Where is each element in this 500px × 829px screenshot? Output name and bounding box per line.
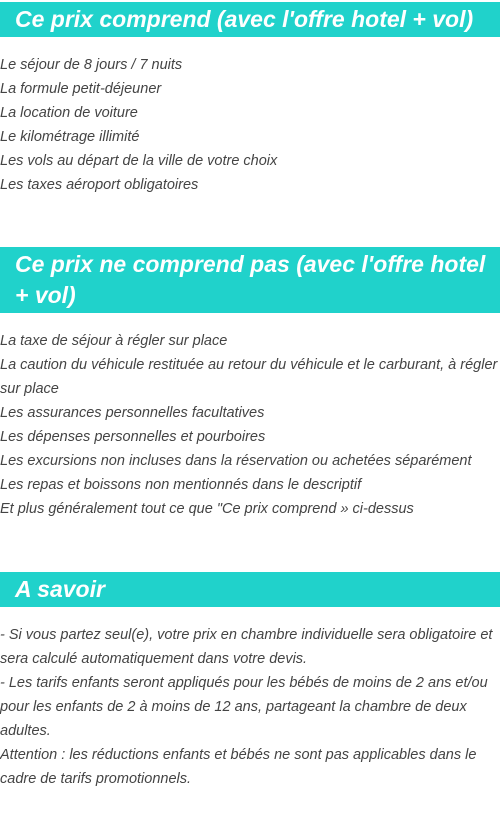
section-included: [0, 2, 500, 197]
list-item: La location de voiture: [0, 105, 138, 121]
list-item: La taxe de séjour à régler sur place: [0, 333, 228, 349]
list-item: Le kilométrage illimité: [0, 129, 140, 145]
list-item: Les excursions non incluses dans la réservation ou achetées séparément: [0, 453, 472, 469]
included-list: [0, 53, 500, 197]
list-item: Les vols au départ de la ville de votre choix: [0, 153, 278, 169]
section-title-included: Ce prix comprend (avec l'offre hotel + vol): [0, 2, 500, 37]
list-item: La caution du véhicule restituée au retour du véhicule et le carburant, à régler sur place: [0, 357, 498, 397]
list-item: Le séjour de 8 jours / 7 nuits: [0, 57, 183, 73]
list-item: Les assurances personnelles facultatives: [0, 405, 265, 421]
a-savoir-list: [0, 623, 500, 791]
section-not-included: [0, 247, 500, 521]
list-item: Attention : les réductions enfants et bébés ne sont pas applicables dans le cadre de tarifs promotionnels.: [0, 747, 477, 787]
section-a-savoir: [0, 572, 500, 791]
not-included-list: [0, 329, 500, 521]
list-item: Les taxes aéroport obligatoires: [0, 177, 199, 193]
list-item: La formule petit-déjeuner: [0, 81, 162, 97]
list-item: - Les tarifs enfants seront appliqués pour les bébés de moins de 2 ans et/ou pour les enfants de 2 à moins de 12 ans, partageant la chambre de deux adultes.: [0, 675, 488, 739]
list-item: Et plus généralement tout ce que "Ce prix comprend » ci-dessus: [0, 501, 414, 517]
section-title-not-included: Ce prix ne comprend pas (avec l'offre hotel + vol): [0, 247, 500, 313]
list-item: Les repas et boissons non mentionnés dans le descriptif: [0, 477, 362, 493]
list-item: Les dépenses personnelles et pourboires: [0, 429, 266, 445]
section-title-a-savoir: A savoir: [0, 572, 500, 607]
list-item: - Si vous partez seul(e), votre prix en chambre individuelle sera obligatoire et sera calculé automatiquement dans votre devis.: [0, 627, 493, 667]
